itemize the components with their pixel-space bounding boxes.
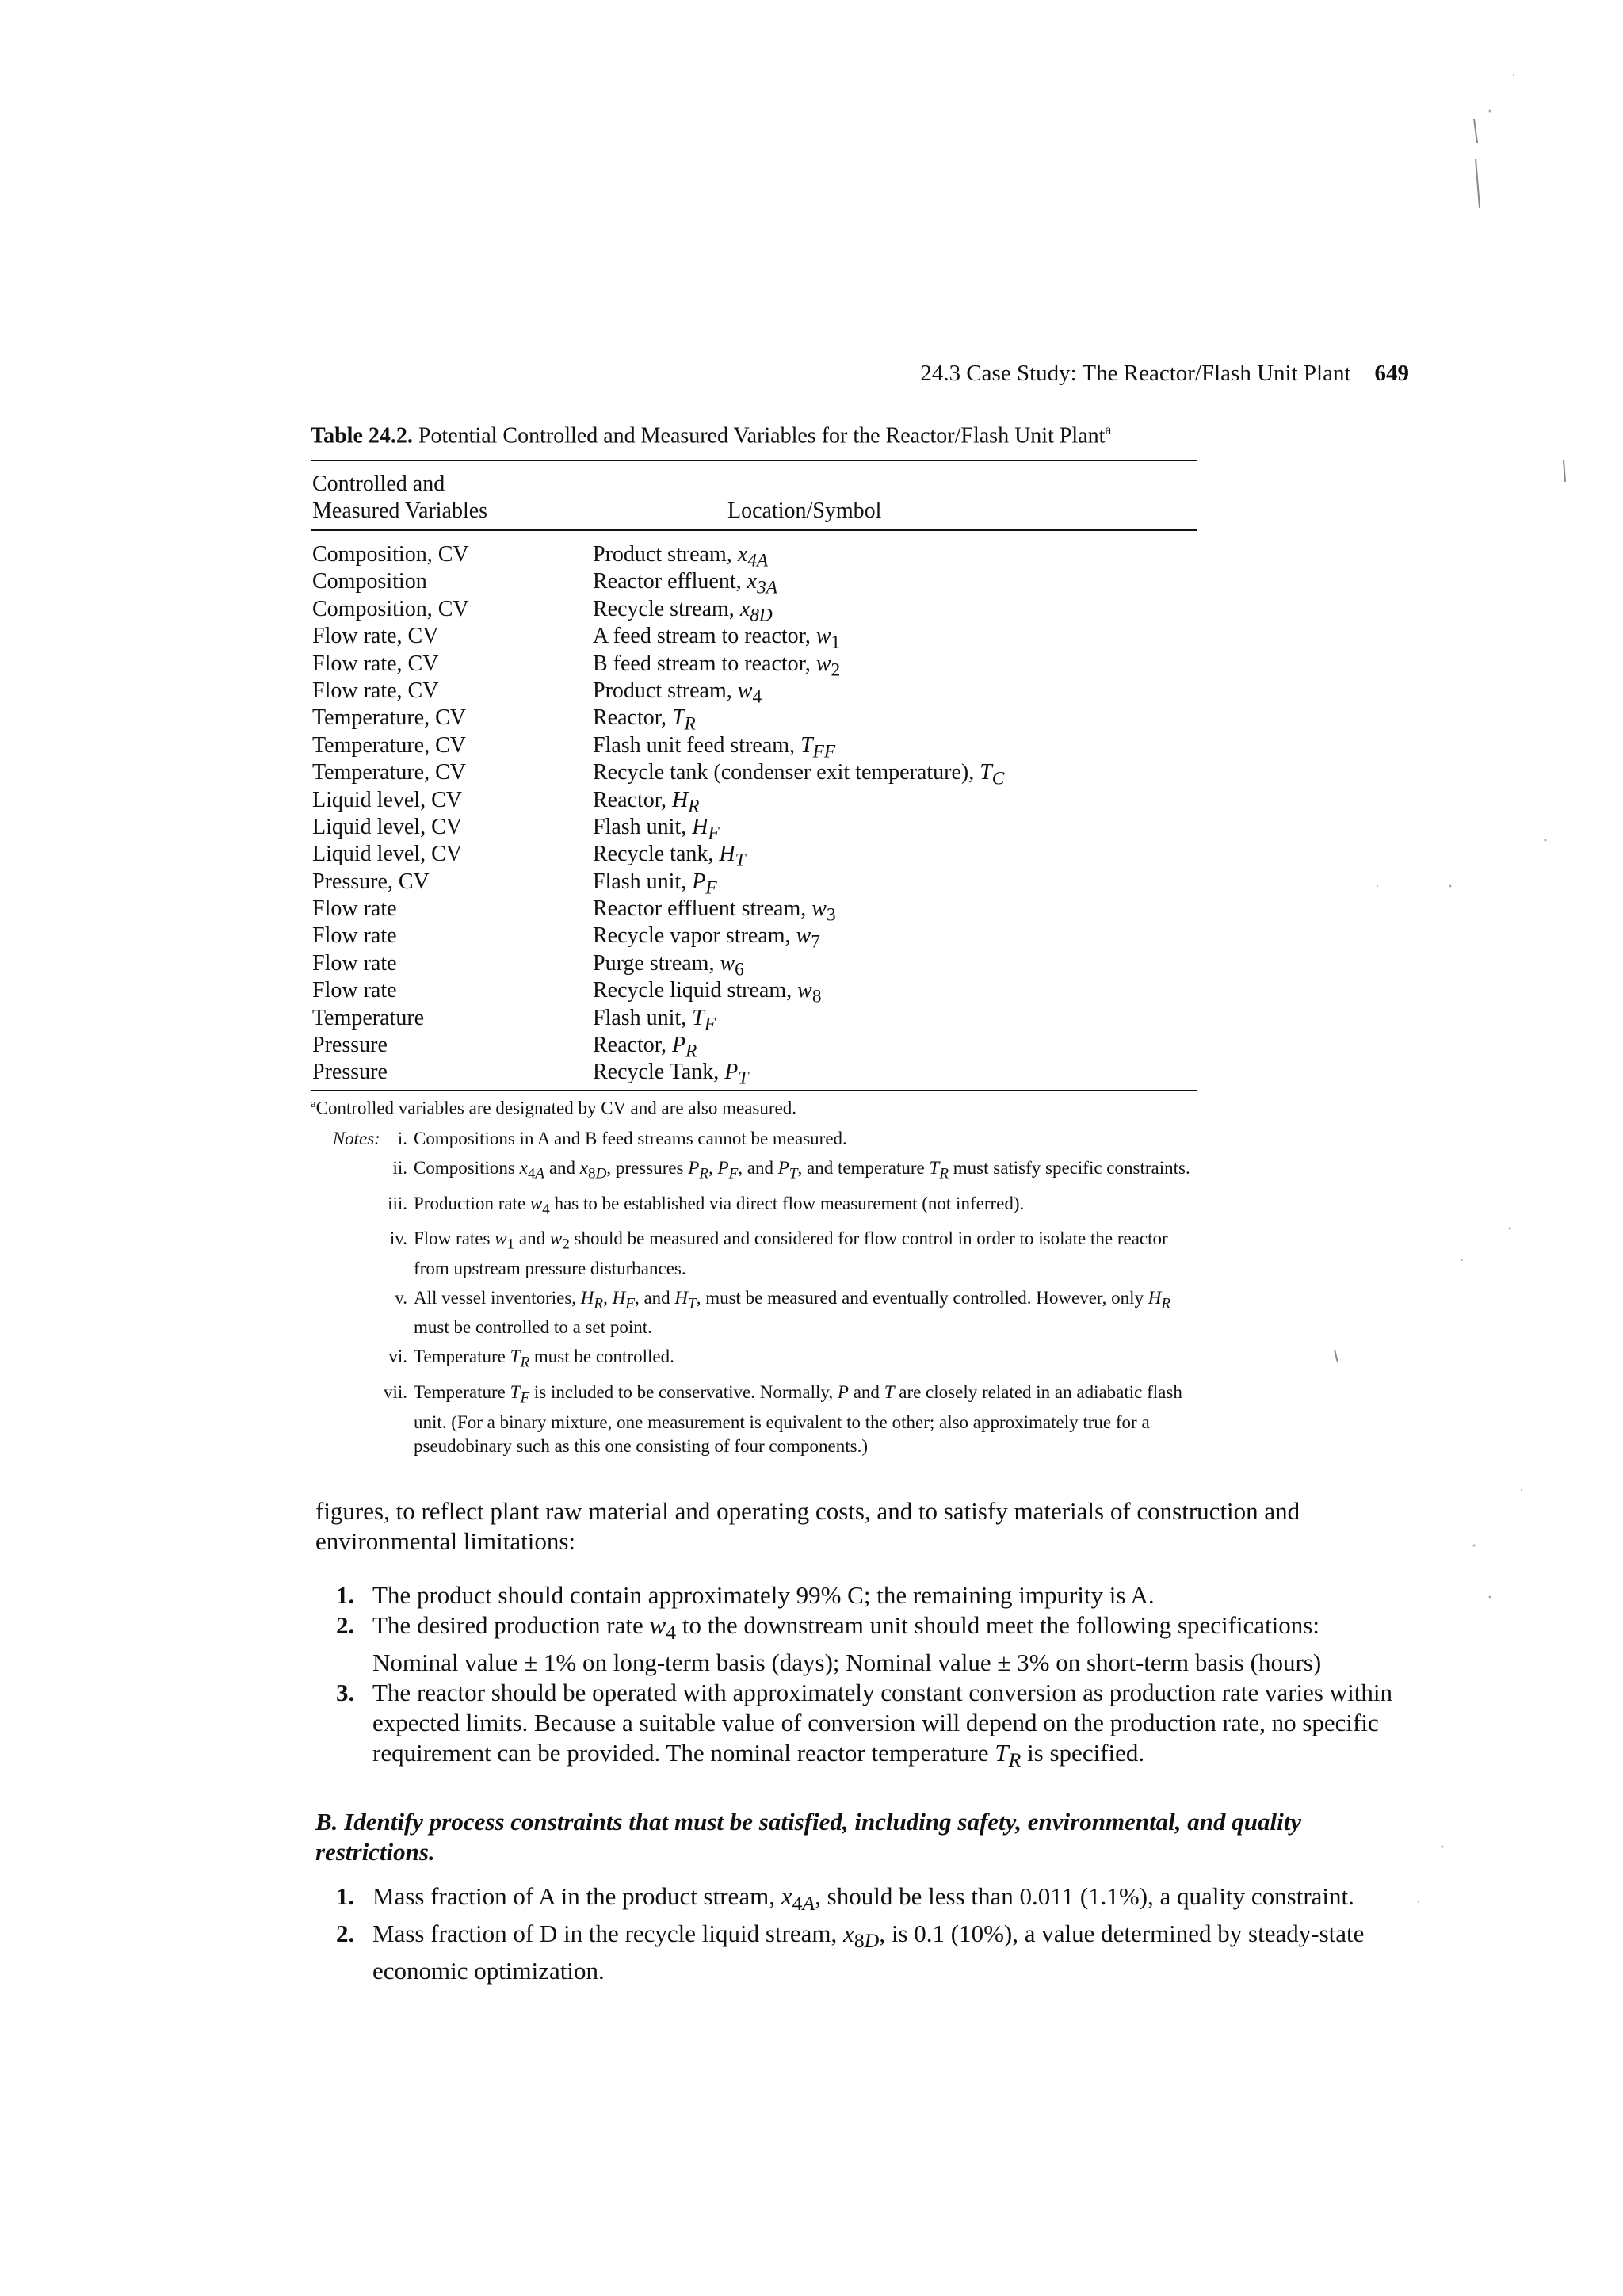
- note-number: iv.: [389, 1228, 407, 1249]
- list-item: [315, 1610, 1409, 1678]
- symbol: x: [739, 596, 750, 621]
- note-text: Flow rates $w_1$ and $w_2$ should be measured and considered for flow control in order to isolate the reactor from upstream pressure disturbances.: [414, 1228, 1168, 1278]
- col-header-line2: Measured Variables: [312, 499, 488, 523]
- symbol-subscript: T: [738, 1068, 749, 1090]
- location-text: Flash unit,: [593, 869, 693, 894]
- symbol-subscript: 4: [752, 686, 762, 708]
- variable-cell: Temperature, CV: [312, 705, 466, 731]
- variable-cell: Liquid level, CV: [312, 842, 462, 867]
- constraints-list: [315, 1881, 1409, 1986]
- symbol-subscript: R: [685, 1041, 697, 1062]
- note-text: Compositions in A and B feed streams cannot be measured.: [414, 1129, 847, 1148]
- symbol: w: [812, 896, 827, 922]
- symbol-subscript: FF: [812, 741, 836, 762]
- symbol: w: [796, 923, 812, 949]
- list-text: Mass fraction of D in the recycle liquid stream, $x_{8D}$, is 0.1 (10%), a value determined by steady-state economic optimization.: [372, 1920, 1365, 1985]
- list-number: 3.: [336, 1679, 355, 1707]
- list-number: 1.: [336, 1882, 355, 1910]
- table-row: [312, 568, 1198, 598]
- table-row: [312, 977, 1198, 1007]
- variable-cell: Pressure: [312, 1033, 388, 1058]
- note-number: vii.: [383, 1381, 407, 1402]
- footnote-sup: a: [311, 1098, 316, 1110]
- table-row: [312, 596, 1198, 626]
- table-row: [312, 896, 1198, 926]
- symbol-subscript: R: [688, 796, 700, 817]
- table-notes: [311, 1127, 1198, 1464]
- symbol: T: [692, 1005, 705, 1030]
- symbol-subscript: 2: [831, 659, 841, 681]
- variable-cell: Pressure: [312, 1060, 388, 1085]
- variable-cell: Temperature: [312, 1005, 425, 1030]
- table-label: Table 24.2.: [311, 423, 413, 449]
- note-label: [311, 1192, 407, 1216]
- symbol-subscript: 7: [811, 932, 820, 953]
- location-text: Reactor effluent,: [593, 569, 747, 594]
- table-bottom-rule: [311, 1090, 1197, 1091]
- symbol-subscript: F: [704, 1014, 716, 1035]
- symbol: P: [692, 869, 706, 894]
- symbol-subscript: 1: [831, 632, 841, 653]
- location-text: B feed stream to reactor,: [593, 651, 816, 676]
- location-text: Recycle tank (condenser exit temperature),: [593, 760, 980, 785]
- symbol: P: [724, 1060, 739, 1085]
- variable-cell: Flow rate: [312, 896, 397, 922]
- symbol-subscript: 3: [826, 904, 836, 926]
- symbol: H: [719, 842, 735, 867]
- variable-cell: Composition, CV: [312, 596, 469, 621]
- location-text: Recycle stream,: [593, 596, 740, 621]
- col-header-variables: [312, 471, 487, 525]
- variable-cell: Temperature, CV: [312, 760, 466, 785]
- symbol-subscript: F: [705, 877, 717, 899]
- variable-cell: Liquid level, CV: [312, 814, 462, 839]
- list-text: The product should contain approximately 99% C; the remaining impurity is A.: [372, 1581, 1155, 1609]
- note-text: Temperature $T_R$ must be controlled.: [414, 1347, 674, 1371]
- symbol-subscript: C: [991, 768, 1005, 789]
- symbol-subscript: R: [684, 713, 696, 735]
- variable-cell: Flow rate: [312, 950, 397, 976]
- list-item: [315, 1678, 1409, 1775]
- symbol: H: [671, 787, 689, 812]
- location-cell: [593, 1059, 748, 1092]
- table-row: [312, 841, 1198, 871]
- variable-cell: Liquid level, CV: [312, 787, 462, 812]
- table-footnote: [311, 1098, 796, 1119]
- symbol: w: [720, 950, 735, 976]
- note-number: vi.: [388, 1347, 407, 1367]
- location-text: Reactor effluent stream,: [593, 896, 812, 922]
- table-title-sup: a: [1105, 422, 1112, 437]
- page-number: 649: [1374, 361, 1409, 386]
- variable-cell: Flow rate, CV: [312, 624, 439, 649]
- variable-cell: Flow rate: [312, 978, 397, 1003]
- location-text: Flash unit feed stream,: [593, 732, 801, 758]
- note-label: [311, 1286, 407, 1310]
- list-item: [315, 1881, 1409, 1919]
- table-row: [312, 705, 1198, 735]
- table-row: [312, 787, 1198, 817]
- symbol-subscript: F: [708, 823, 720, 844]
- note-label: [311, 1345, 407, 1369]
- symbol-subscript: 8D: [750, 605, 773, 626]
- note-item: [311, 1227, 1198, 1281]
- location-text: Recycle vapor stream,: [593, 923, 796, 949]
- note-number: v.: [395, 1287, 407, 1308]
- symbol: w: [815, 624, 831, 649]
- notes-heading: Notes:: [332, 1129, 380, 1148]
- table-body: [312, 541, 1198, 1090]
- table-row: [312, 623, 1198, 653]
- note-label: [311, 1127, 407, 1151]
- table-row: [312, 759, 1198, 789]
- location-text: Recycle tank,: [593, 842, 720, 867]
- location-text: Purge stream,: [593, 950, 720, 976]
- footnote-text: Controlled variables are designated by CV and are also measured.: [315, 1098, 796, 1118]
- variable-cell: Flow rate, CV: [312, 651, 439, 676]
- symbol-subscript: T: [735, 850, 746, 871]
- table-row: [312, 923, 1198, 953]
- table-row: [312, 950, 1198, 980]
- symbol: w: [797, 978, 812, 1003]
- location-text: Recycle Tank,: [593, 1060, 725, 1085]
- table-row: [312, 1059, 1198, 1090]
- location-text: Product stream,: [593, 542, 738, 567]
- note-number: ii.: [392, 1158, 407, 1178]
- note-item: [311, 1345, 1198, 1375]
- table-top-rule: [311, 460, 1197, 461]
- location-text: Flash unit,: [593, 1005, 693, 1030]
- note-item: [311, 1381, 1198, 1458]
- symbol-subscript: 4A: [747, 550, 769, 571]
- table-row: [312, 732, 1198, 762]
- note-number: i.: [397, 1129, 407, 1148]
- table-caption: [311, 422, 1111, 449]
- symbol-subscript: 8: [812, 986, 822, 1007]
- table-row: [312, 1005, 1198, 1035]
- list-item: [315, 1919, 1409, 1986]
- table-row: [312, 541, 1198, 571]
- list-number: 2.: [336, 1611, 355, 1639]
- symbol: T: [800, 732, 813, 758]
- table-row: [312, 814, 1198, 844]
- symbol: x: [737, 542, 748, 567]
- variable-cell: Flow rate, CV: [312, 678, 439, 703]
- list-text: The desired production rate $w_4$ to the downstream unit should meet the following specifications: Nominal value ± 1% on long-term basis (days); Nominal value ± 3% on short-term basis (hours): [372, 1611, 1322, 1677]
- symbol: H: [692, 814, 708, 839]
- symbol: T: [980, 760, 992, 785]
- location-text: Reactor,: [593, 1033, 672, 1058]
- symbol: T: [671, 705, 685, 731]
- list-item: [315, 1580, 1409, 1610]
- note-text: Temperature $T_F$ is included to be conservative. Normally, P and T are closely related in an adiabatic flash unit. (For a binary mixture, one measurement is equivalent to the other; also approximately true for a pseudobinary such as this one consisting of four components.): [414, 1381, 1182, 1456]
- symbol: w: [737, 678, 753, 703]
- variable-cell: Flow rate: [312, 923, 397, 949]
- note-label: [311, 1381, 407, 1404]
- section-b-heading: B. Identify process constraints that must be satisfied, including safety, environmental, and quality restrictions.: [315, 1808, 1302, 1866]
- list-text: Mass fraction of A in the product stream, $x_{4A}$, should be less than 0.011 (1.1%), a quality constraint.: [372, 1882, 1354, 1916]
- variable-cell: Composition: [312, 569, 427, 594]
- location-text: Recycle liquid stream,: [593, 978, 798, 1003]
- note-number: iii.: [388, 1193, 407, 1213]
- symbol: w: [815, 651, 831, 676]
- symbol: P: [671, 1033, 686, 1058]
- col-header-location: Location/Symbol: [727, 499, 882, 523]
- symbol-subscript: 3A: [757, 577, 777, 598]
- note-text: Production rate $w_4$ has to be established via direct flow measurement (not inferred).: [414, 1193, 1025, 1218]
- variable-cell: Composition, CV: [312, 542, 469, 567]
- list-number: 2.: [336, 1920, 355, 1948]
- section-title: 24.3 Case Study: The Reactor/Flash Unit Plant: [920, 361, 1351, 386]
- location-text: A feed stream to reactor,: [593, 624, 816, 649]
- table-header-rule: [311, 529, 1197, 531]
- symbol: x: [747, 569, 758, 594]
- table-row: [312, 651, 1198, 681]
- note-text: Compositions $x_{4A}$ and $x_{8D}$, pressures $P_R$, $P_F$, and $P_T$, and temperature $T_R$ must satisfy specific constraints.: [414, 1158, 1190, 1182]
- body-paragraph: figures, to reflect plant raw material and operating costs, and to satisfy materials of construction and environmental limitations:: [315, 1497, 1300, 1555]
- location-text: Reactor,: [593, 787, 672, 812]
- table-row: [312, 1032, 1198, 1062]
- note-label: [311, 1156, 407, 1180]
- list-text: The reactor should be operated with approximately constant conversion as production rate varies within expected limits. Because a suitable value of conversion will depend on the production rate, no specific requirement can be provided. The nominal reactor temperature $T_R$ is specified.: [372, 1679, 1392, 1772]
- running-head: [0, 361, 1409, 387]
- table-row: [312, 869, 1198, 899]
- variable-cell: Temperature, CV: [312, 732, 466, 758]
- location-text: Flash unit,: [593, 814, 693, 839]
- note-item: [311, 1156, 1198, 1186]
- note-item: [311, 1127, 1198, 1151]
- table-row: [312, 678, 1198, 708]
- note-item: [311, 1286, 1198, 1340]
- table-title: Potential Controlled and Measured Variables for the Reactor/Flash Unit Plant: [418, 423, 1106, 449]
- location-text: Reactor,: [593, 705, 672, 731]
- symbol-subscript: 6: [735, 959, 744, 980]
- note-item: [311, 1192, 1198, 1222]
- list-number: 1.: [336, 1581, 355, 1609]
- note-label: [311, 1227, 407, 1251]
- variable-cell: Pressure, CV: [312, 869, 430, 894]
- note-text: All vessel inventories, $H_R$, $H_F$, and $H_T$, must be measured and eventually controlled. However, only $H_R$ must be controlled to a set point.: [414, 1287, 1171, 1338]
- objectives-list: [315, 1580, 1409, 1775]
- col-header-line1: Controlled and: [312, 472, 445, 496]
- location-text: Product stream,: [593, 678, 738, 703]
